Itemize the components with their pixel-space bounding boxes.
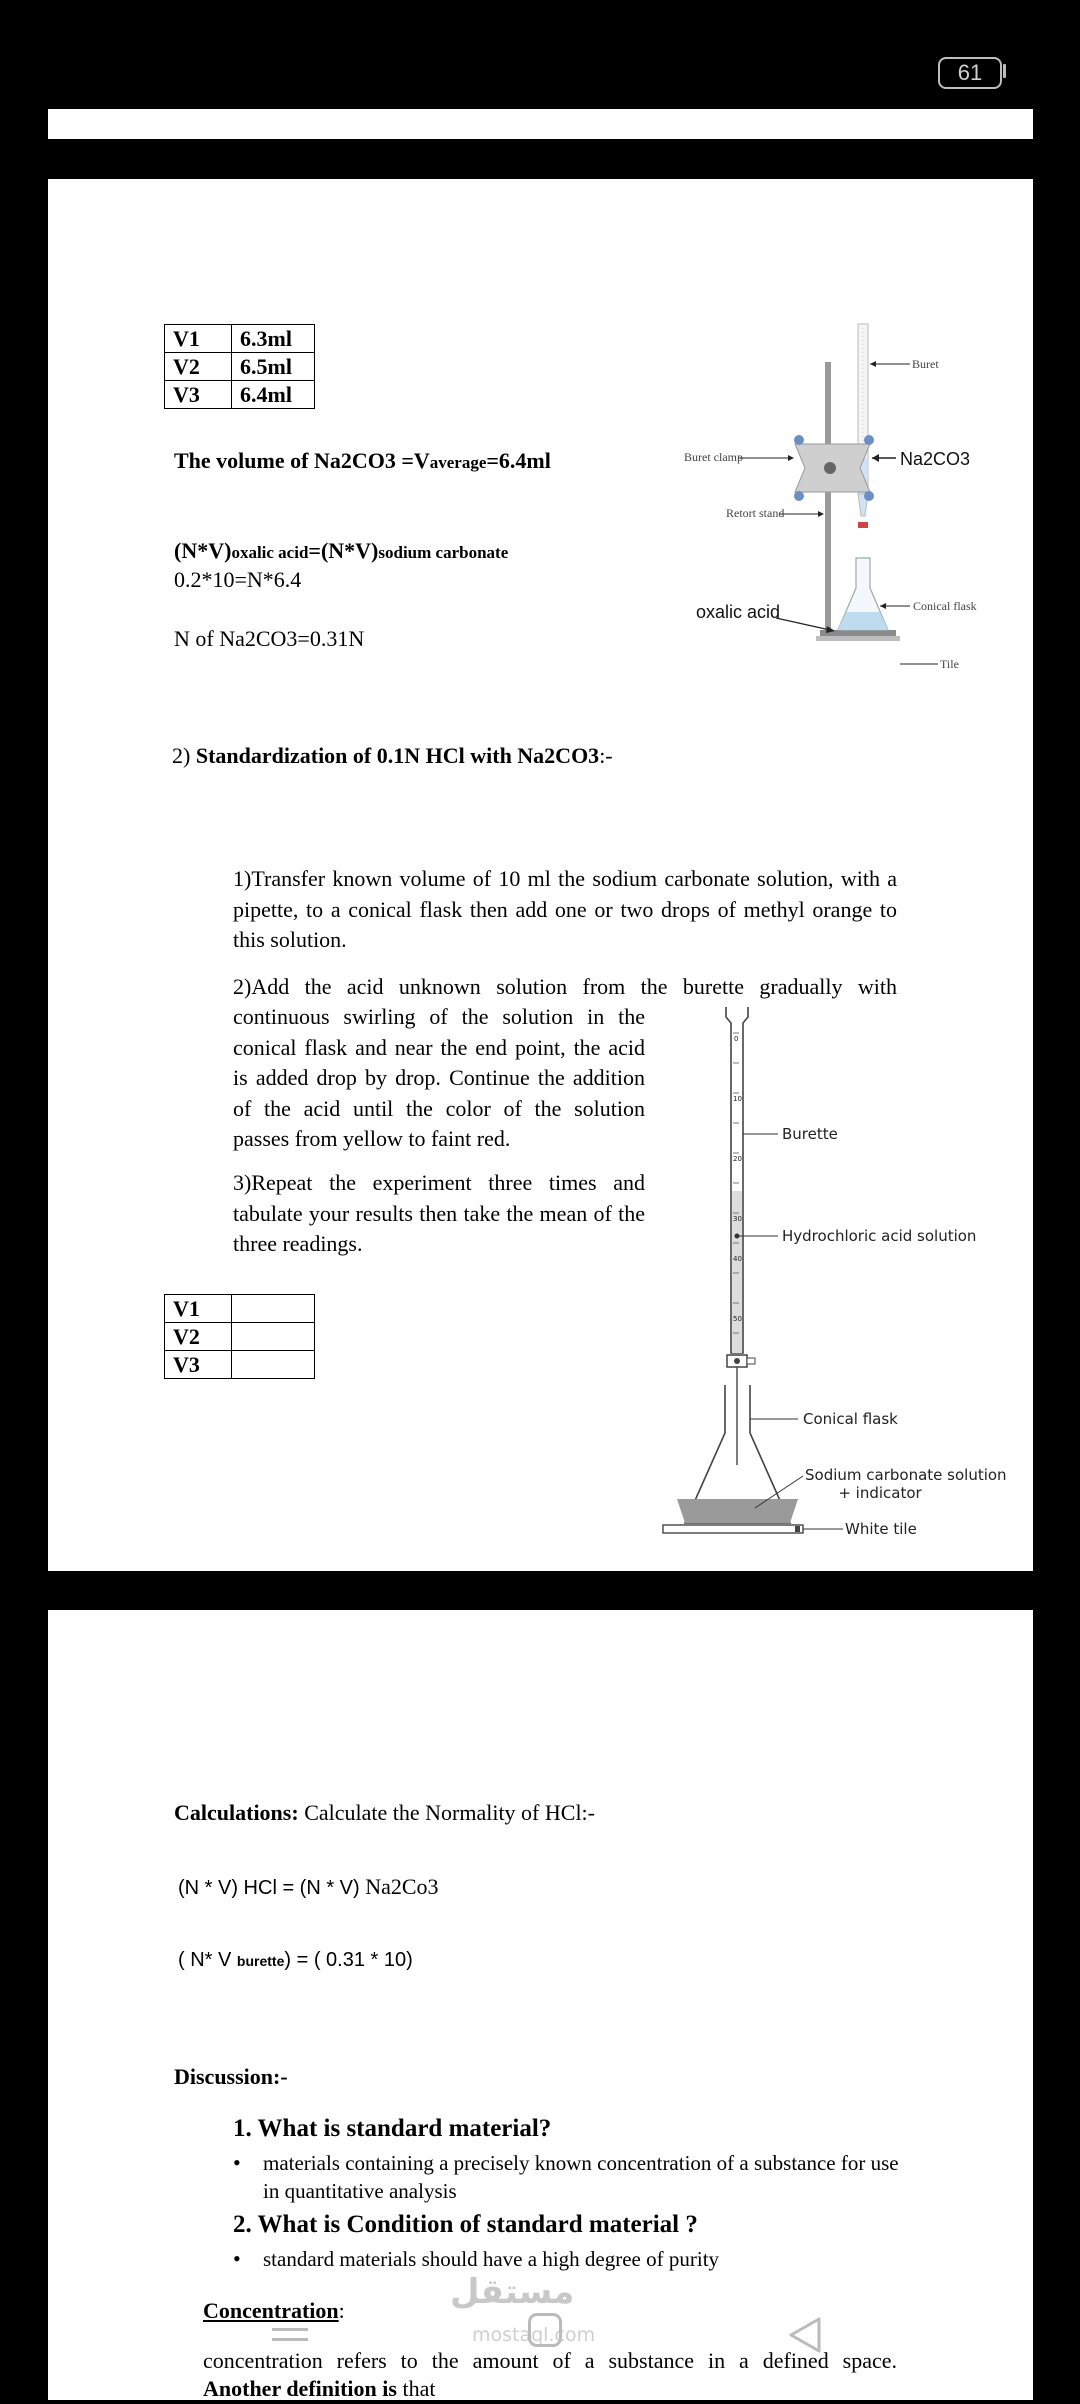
average-volume-line: The volume of Na2CO3 =Vaverage=6.4ml (174, 448, 551, 473)
retort-stand-rod (825, 362, 831, 634)
table-row: V1 (165, 1295, 315, 1323)
calculations-heading: Calculations: Calculate the Normality of HCl:- (174, 1800, 595, 1825)
table-row: V2 (165, 1323, 315, 1351)
step-2-first-line: 2)Add the acid unknown solution from the burette gradually with (233, 974, 897, 999)
question-1: 1. What is standard material? (233, 2115, 552, 2142)
concentration-heading: Concentration: (203, 2298, 345, 2323)
previous-page-strip (48, 109, 1033, 139)
badge-tick (1003, 64, 1006, 78)
table-row: V3 6.4ml (165, 381, 315, 409)
stopcock (858, 522, 868, 528)
nav-menu-button[interactable] (270, 2322, 310, 2352)
normality-calc: 0.2*10=N*6.4 (174, 567, 302, 592)
scale-label: 20 (733, 1155, 742, 1163)
label-oxalic-acid: oxalic acid (696, 602, 781, 622)
normality-equation: (N*V)oxalic acid=(N*V)sodium carbonate (174, 538, 509, 563)
tile-shape (816, 636, 900, 641)
nav-back-button[interactable] (785, 2315, 825, 2355)
answer-2: • standard materials should have a high degree of purity (233, 2246, 720, 2271)
calc-equation-1: (N * V) HCl = (N * V) Na2Co3 (178, 1874, 439, 1899)
label-retort-stand: Retort stand (726, 506, 785, 520)
bullet-icon: • (233, 2150, 241, 2175)
discussion-heading: Discussion:- (174, 2064, 288, 2089)
scale-label: 50 (733, 1315, 742, 1323)
section-title: 2) Standardization of 0.1N HCl with Na2CO3:- (172, 743, 613, 768)
label-hcl-solution: Hydrochloric acid solution (782, 1227, 977, 1245)
step-1: 1)Transfer known volume of 10 ml the sodium carbonate solution, with a pipette, to a conical flask then add one or two drops of methyl orange to this solution. (233, 866, 897, 952)
watermark-latin: mostaql.com (472, 2324, 596, 2346)
volume-table-a (164, 324, 315, 409)
label-conical-flask: Conical flask (803, 1410, 898, 1428)
another-definition: Another definition is that (203, 2376, 436, 2401)
flask-solution (677, 1499, 798, 1523)
buret-setup-figure (670, 318, 1000, 678)
white-tile-shape (663, 1525, 803, 1533)
step-3: 3)Repeat the experiment three times and tabulate your results then take the mean of the three readings. (233, 1170, 645, 1256)
volume-table-b (164, 1294, 315, 1379)
scale-label: 0 (734, 1035, 739, 1043)
step-2-body: continuous swirling of the solution in the conical flask and near the end point, the acid is added drop by drop. Continue the addition of the acid until the color of the solution passes from yellow to faint red. (233, 1004, 645, 1151)
titration-figure (655, 1003, 1025, 1548)
answer-1: • materials containing a precisely known concentration of a substance for use in quantitative analysis (233, 2150, 899, 2203)
scale-label: 30 (733, 1215, 742, 1223)
bullet-icon: • (233, 2246, 241, 2271)
label-white-tile: White tile (845, 1520, 917, 1538)
menu-icon (272, 2328, 308, 2331)
label-conical-flask: Conical flask (913, 599, 977, 613)
table-row: V3 (165, 1351, 315, 1379)
label-burette: Burette (782, 1125, 838, 1143)
normality-result: N of Na2CO3=0.31N (174, 626, 365, 651)
scale-label: 10 (733, 1095, 742, 1103)
nav-home-button[interactable] (528, 2313, 562, 2347)
label-sodium-carbonate: Sodium carbonate solution (805, 1466, 1007, 1484)
label-buret-clamp: Buret clamp (684, 450, 743, 464)
scale-label: 40 (733, 1255, 742, 1263)
label-na2co3: Na2CO3 (900, 449, 971, 469)
back-icon (785, 2315, 825, 2355)
label-indicator: + indicator (838, 1484, 922, 1502)
page-number-badge: 61 (938, 57, 1002, 89)
label-tile: Tile (940, 657, 959, 671)
table-row: V1 6.3ml (165, 325, 315, 353)
label-buret: Buret (912, 357, 939, 371)
concentration-text: concentration refers to the amount of a substance in a defined space. (203, 2348, 897, 2373)
question-2: 2. What is Condition of standard material ? (233, 2211, 698, 2238)
calc-equation-2: ( N* V burette) = ( 0.31 * 10) (178, 1949, 413, 1971)
watermark-arabic: مستقل (450, 2272, 575, 2312)
table-row: V2 6.5ml (165, 353, 315, 381)
